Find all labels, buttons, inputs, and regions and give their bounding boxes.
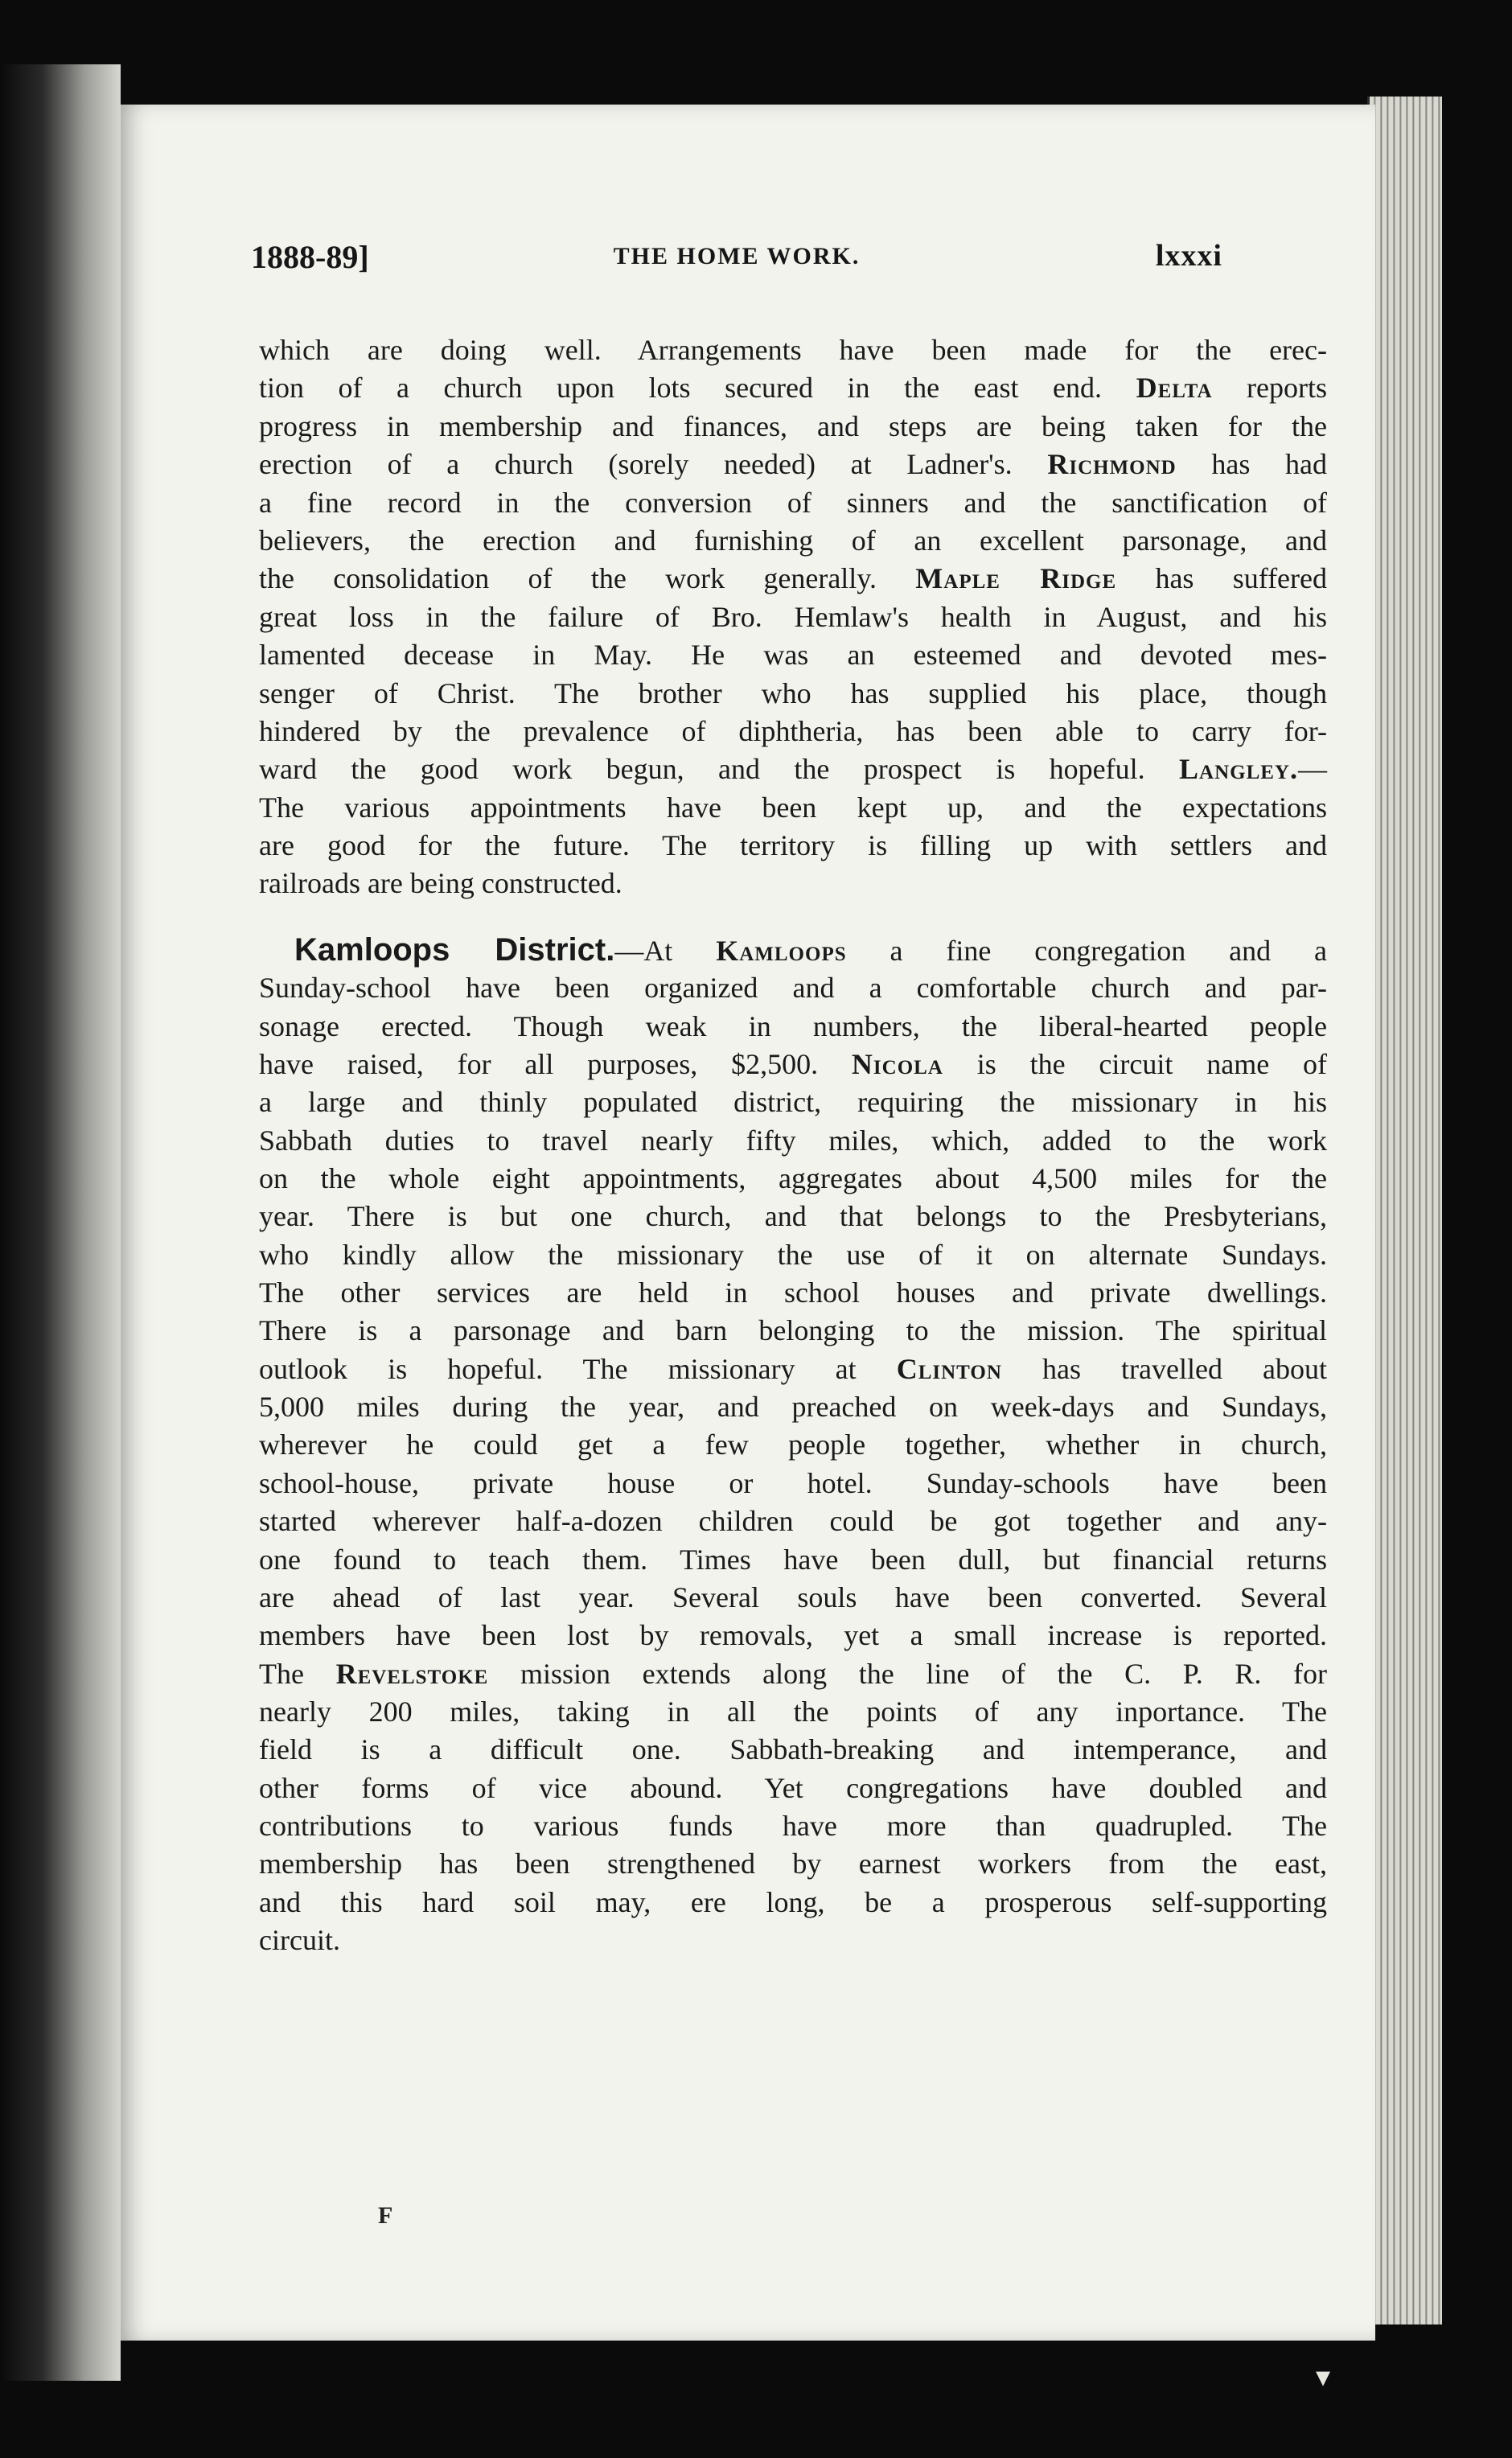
text-line: a fine record in the conversion of sinners and the sanctification of — [259, 486, 1327, 519]
text-line: The Revelstoke mission extends along the line of the C. P. R. for — [259, 1657, 1327, 1690]
place-langley: Langley. — [1179, 753, 1298, 786]
text-line: which are doing well. Arrangements have been made for the erec- — [259, 334, 1327, 366]
text-line: Sabbath duties to travel nearly fifty miles, which, added to the work — [259, 1124, 1327, 1157]
text-line: erection of a church (sorely needed) at Ladner's. Richmond has had — [259, 448, 1328, 481]
book-binding-left — [0, 64, 121, 2381]
text-line: the consolidation of the work generally. Maple Ridge has suffered — [259, 562, 1328, 595]
text-line: 5,000 miles during the year, and preached on week-days and Sundays, — [259, 1391, 1327, 1424]
header-year: 1888-89] — [251, 239, 369, 275]
text-line: tion of a church upon lots secured in the east end. Delta reports — [259, 372, 1328, 405]
text-line: have raised, for all purposes, $2,500. Nicola is the circuit name of — [259, 1048, 1327, 1081]
text-line: membership has been strengthened by earnest workers from the east, — [259, 1848, 1327, 1880]
place-revelstoke: Revelstoke — [335, 1657, 489, 1690]
text-line: started wherever half-a-dozen children could be got together and any- — [259, 1505, 1327, 1538]
text-line: and this hard soil may, ere long, be a prosperous self-supporting — [259, 1885, 1327, 1918]
text-line: great loss in the failure of Bro. Hemlaw's health in August, and his — [259, 600, 1327, 633]
page-edges — [1367, 97, 1442, 2324]
text-line: school-house, private house or hotel. Sunday-schools have been — [259, 1466, 1327, 1499]
text-line: a large and thinly populated district, requiring the missionary in his — [259, 1086, 1327, 1119]
text-line: circuit. — [259, 1923, 340, 1956]
place-delta: Delta — [1136, 372, 1213, 405]
text-line: progress in membership and finances, and steps are being taken for the — [259, 409, 1327, 442]
paragraph-kamloops-district — [259, 931, 1327, 1959]
place-clinton: Clinton — [896, 1352, 1002, 1385]
text-line: The other services are held in school houses and private dwellings. — [259, 1276, 1327, 1309]
text-line: Sunday-school have been organized and a comfortable church and par- — [259, 972, 1327, 1005]
section-heading: Kamloops District. — [294, 932, 615, 968]
text-line: lamented decease in May. He was an esteemed and devoted mes- — [259, 639, 1327, 672]
running-header — [251, 238, 1222, 286]
text-line: outlook is hopeful. The missionary at Clinton has travelled about — [259, 1352, 1328, 1385]
paragraph-fraser-district-continued — [259, 331, 1327, 903]
text-line: Kamloops District.—At Kamloops a fine congregation and a — [294, 932, 1327, 968]
text-line: who kindly allow the missionary the use of it on alternate Sundays. — [259, 1238, 1327, 1271]
text-line: year. There is but one church, and that belongs to the Presbyterians, — [259, 1200, 1327, 1233]
scan-speck: ▾ — [1316, 2361, 1331, 2393]
signature-mark: F — [378, 2202, 393, 2229]
header-title: THE HOME WORK. — [613, 243, 861, 269]
text-line: on the whole eight appointments, aggregates about 4,500 miles for the — [259, 1162, 1327, 1195]
text-line: believers, the erection and furnishing of an excellent parsonage, and — [259, 524, 1327, 557]
text-line: wherever he could get a few people together, whether in church, — [259, 1428, 1327, 1461]
text-line: nearly 200 miles, taking in all the points of any inportance. The — [259, 1695, 1327, 1728]
text-line: are ahead of last year. Several souls have been converted. Several — [259, 1580, 1327, 1613]
text-line: hindered by the prevalence of diphtheria, has been able to carry for- — [259, 714, 1327, 747]
place-kamloops: Kamloops — [716, 935, 847, 967]
text-line: contributions to various funds have more than quadrupled. The — [259, 1809, 1327, 1842]
text-line: other forms of vice abound. Yet congregations have doubled and — [259, 1771, 1327, 1804]
text-line: The various appointments have been kept up, and the expectations — [259, 791, 1327, 824]
text-line: There is a parsonage and barn belonging to the mission. The spiritual — [259, 1314, 1327, 1347]
text-line: sonage erected. Though weak in numbers, the liberal-hearted people — [259, 1009, 1327, 1042]
text-line: members have been lost by removals, yet a small increase is reported. — [259, 1619, 1327, 1652]
place-richmond: Richmond — [1047, 448, 1177, 481]
text-line: ward the good work begun, and the prospect is hopeful. Langley.— — [259, 753, 1327, 786]
place-maple-ridge: Maple Ridge — [915, 562, 1117, 595]
page-number: lxxxi — [1155, 239, 1222, 273]
text-line: are good for the future. The territory is filling up with settlers and — [259, 829, 1327, 862]
text-line: field is a difficult one. Sabbath-breaking and intemperance, and — [259, 1733, 1327, 1766]
place-nicola: Nicola — [851, 1048, 943, 1081]
text-line: senger of Christ. The brother who has supplied his place, though — [259, 676, 1327, 709]
text-line: one found to teach them. Times have been dull, but financial returns — [259, 1543, 1327, 1576]
text-line: railroads are being constructed. — [259, 867, 622, 900]
